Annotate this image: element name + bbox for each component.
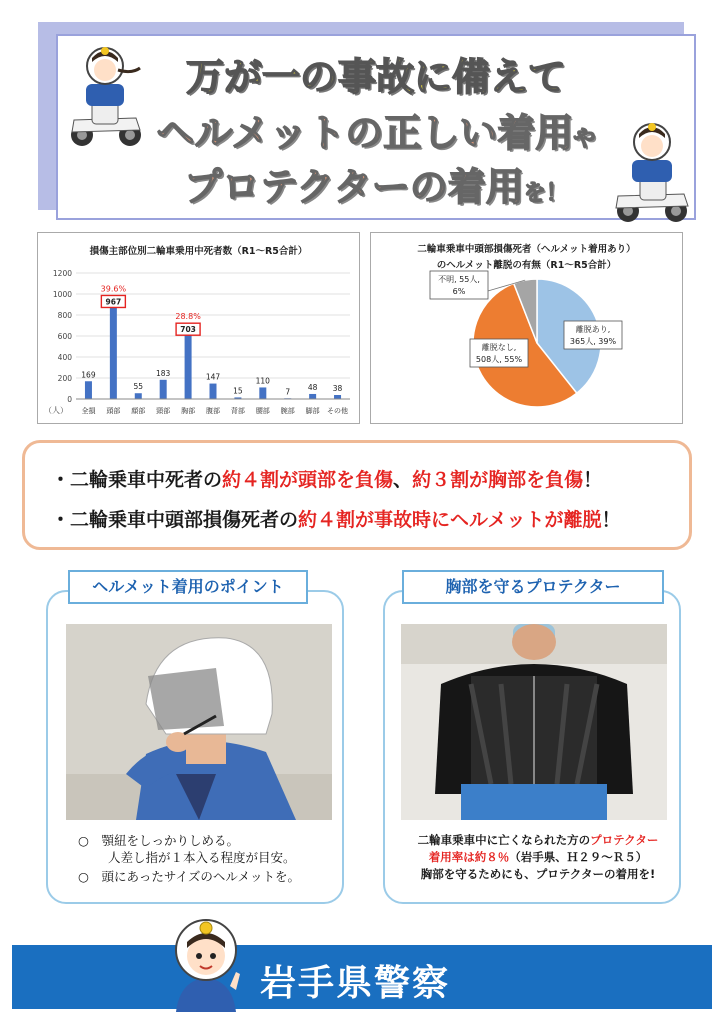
bar-category-label: 脚部 [305, 407, 320, 415]
bar-value-label: 7 [285, 387, 291, 397]
bar-category-label: 胸部 [181, 407, 196, 415]
bar-value-label: 169 [81, 370, 96, 380]
helmet-point-2: ○ 頭にあったサイズのヘルメットを。 [78, 869, 300, 884]
bar-y-axis-label: （人） [44, 406, 68, 415]
bar-value-label: 15 [233, 386, 243, 396]
bar-腹部 [210, 384, 217, 399]
bar-category-label: 頸部 [156, 407, 171, 415]
bar-y-tick-label: 400 [57, 353, 72, 362]
police-mascot-icon [166, 912, 246, 1012]
bar-category-label: 全損 [81, 407, 96, 415]
pie-chart-title-line-1: 二輪車乗車中頭部損傷死者（ヘルメット着用あり） [417, 244, 636, 255]
title-line-3: プロテクターの着用を！ [184, 165, 568, 209]
bar-y-tick-label: 0 [67, 395, 72, 404]
bar-その他 [334, 395, 341, 399]
bar-value-label: 110 [255, 376, 270, 386]
bar-chart [38, 233, 359, 423]
pie-label-line-2: 365人, 39% [569, 337, 617, 346]
bar-全損 [85, 381, 92, 399]
key-message-1: ・二輪乗車中死者の約４割が頭部を負傷、約３割が胸部を負傷！ [51, 469, 603, 491]
bar-y-tick-label: 600 [57, 332, 72, 341]
key-message-2: ・二輪乗車中頭部損傷死者の約４割が事故時にヘルメットが離脱！ [51, 509, 621, 531]
chest-protector-heading: 胸部を守るプロテクター [402, 570, 664, 604]
protector-note-line-1: 二輪車乗車中に亡くなられた方のプロテクター [417, 833, 659, 847]
bar-value-label: 38 [332, 384, 343, 394]
pie-chart [371, 233, 682, 423]
pie-chart-panel [370, 232, 683, 424]
pie-chart-title-line-2: のヘルメット離脱の有無（R1～R5合計） [436, 260, 617, 271]
bar-value-label: 967 [105, 297, 122, 307]
title-line-1: 万が一の事故に備えて [185, 55, 566, 99]
bar-chart-title: 損傷主部位別二輪車乗用中死者数（R1～R5合計） [89, 246, 308, 257]
bar-value-label: 703 [180, 325, 196, 335]
protector-note-line-3: 胸部を守るためにも、プロテクターの着用を! [420, 867, 656, 881]
bar-頸部 [160, 380, 167, 399]
footer-banner [12, 945, 712, 1009]
bar-category-label: 腰部 [255, 407, 270, 415]
bar-y-tick-label: 1200 [52, 269, 72, 278]
bar-y-tick-label: 800 [57, 311, 72, 320]
mascot-motorcycle-left-icon [66, 40, 146, 150]
bar-category-label: 背部 [230, 407, 245, 415]
bar-y-tick-label: 1000 [52, 290, 72, 299]
bar-顔部 [135, 393, 142, 399]
pie-label-line-2: 6% [452, 287, 466, 296]
bar-category-label: 頭部 [106, 407, 121, 415]
pie-label-line-2: 508人, 55% [475, 355, 523, 364]
helmet-points-card [46, 577, 344, 904]
key-message-box [22, 440, 692, 550]
bar-胸部 [185, 325, 192, 399]
bar-腰部 [259, 387, 266, 399]
protector-note-line-2: 着用率は約８％（岩手県、Ｈ２９～Ｒ５） [428, 850, 648, 864]
bar-category-label: 顔部 [131, 407, 146, 415]
bar-value-label: 147 [205, 372, 221, 382]
bar-percent-annotation: 28.8% [175, 312, 201, 322]
bar-chart-panel [37, 232, 360, 424]
helmet-points-heading: ヘルメット着用のポイント [68, 570, 308, 604]
bar-category-label: その他 [327, 407, 349, 415]
mascot-motorcycle-right-icon [612, 116, 692, 226]
bar-脚部 [309, 394, 316, 399]
bar-value-label: 183 [156, 368, 171, 378]
pie-label-line-1: 離脱なし, [481, 343, 517, 352]
title-line-2: ヘルメットの正しい着用や [156, 111, 596, 155]
pie-label-line-1: 離脱あり, [575, 325, 611, 334]
bar-value-label: 55 [133, 382, 144, 392]
protector-photo [401, 624, 667, 820]
bar-category-label: 腕部 [280, 407, 295, 415]
bar-category-label: 腹部 [206, 407, 220, 415]
helmet-photo [66, 624, 332, 820]
bar-y-tick-label: 200 [57, 374, 72, 383]
bar-頭部 [110, 297, 117, 399]
title-box [56, 34, 696, 220]
organization-name: 岩手県警察 [260, 963, 451, 1004]
bar-percent-annotation: 39.6% [100, 284, 127, 294]
pie-label-line-1: 不明, 55人, [438, 275, 480, 284]
helmet-point-1: ○ 顎紐をしっかりしめる。 人差し指が１本入る程度が目安。 [78, 833, 296, 865]
bar-value-label: 48 [307, 382, 318, 392]
chest-protector-card [383, 577, 681, 904]
